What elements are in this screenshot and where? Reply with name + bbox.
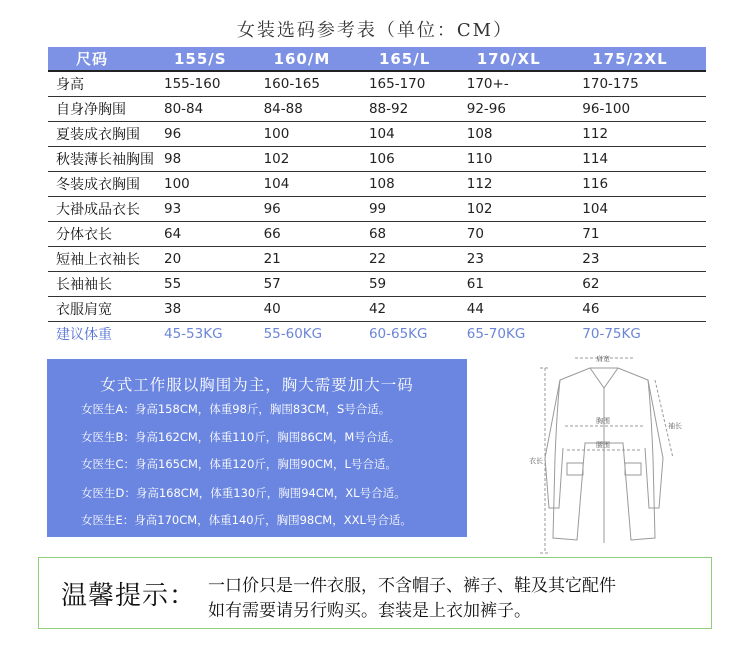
sleeve-label: 袖长	[668, 422, 682, 430]
table-cell: 23	[574, 247, 706, 272]
table-cell: 71	[574, 222, 706, 247]
sleeve-dimension	[655, 380, 673, 458]
table-row	[48, 222, 706, 247]
table-cell: 42	[361, 297, 459, 322]
table-cell: 165-170	[361, 71, 459, 97]
table-cell: 96	[156, 122, 256, 147]
table-cell: 170-175	[574, 71, 706, 97]
header-cell-m: 160/M	[256, 47, 361, 71]
table-cell: 110	[459, 147, 575, 172]
table-cell: 104	[574, 197, 706, 222]
row-label: 衣服肩宽	[48, 297, 156, 322]
table-cell: 112	[574, 122, 706, 147]
table-row	[48, 71, 706, 97]
table-cell: 93	[156, 197, 256, 222]
table-cell: 160-165	[256, 71, 361, 97]
table-row-weight	[48, 322, 706, 347]
table-cell: 108	[361, 172, 459, 197]
table-cell: 57	[256, 272, 361, 297]
row-label: 建议体重	[56, 327, 112, 343]
table-row	[48, 122, 706, 147]
table-row	[48, 197, 706, 222]
table-cell: 108	[459, 122, 575, 147]
table-cell: 112	[459, 172, 575, 197]
table-row	[48, 172, 706, 197]
table-cell: 99	[361, 197, 459, 222]
header-cell-l: 165/L	[361, 47, 459, 71]
row-label: 夏装成衣胸围	[48, 122, 156, 147]
table-cell: 20	[156, 247, 256, 272]
table-cell: 100	[156, 172, 256, 197]
size-advice-box	[47, 359, 467, 537]
table-cell: 116	[574, 172, 706, 197]
table-cell: 104	[256, 172, 361, 197]
table-cell: 102	[256, 147, 361, 172]
table-cell: 66	[256, 222, 361, 247]
table-cell: 62	[574, 272, 706, 297]
table-row	[48, 247, 706, 272]
table-cell: 106	[361, 147, 459, 172]
table-cell: 22	[361, 247, 459, 272]
header-cell-2xl: 175/2XL	[574, 47, 706, 71]
coat-pocket-right	[625, 463, 641, 475]
table-cell: 59	[361, 272, 459, 297]
table-cell: 170+-	[459, 71, 575, 97]
length-label: 衣长	[529, 457, 543, 465]
table-row	[48, 272, 706, 297]
coat-measurement-diagram	[515, 348, 695, 563]
row-label: 身高	[48, 71, 156, 97]
table-cell: 40	[256, 297, 361, 322]
advice-line: 女医生B：身高162CM，体重110斤，胸围86CM，M号合适。	[81, 430, 401, 444]
page-title: 女装选码参考表（单位：CM）	[236, 20, 514, 41]
table-cell: 21	[256, 247, 361, 272]
row-label: 大褂成品衣长	[48, 197, 156, 222]
table-cell: 45-53KG	[164, 326, 223, 342]
row-label: 冬装成衣胸围	[48, 172, 156, 197]
coat-collar	[590, 368, 618, 543]
table-cell: 96-100	[574, 97, 706, 122]
row-label: 秋装薄长袖胸围	[48, 147, 156, 172]
advice-line: 女医生D：身高168CM，体重130斤，胸围94CM，XL号合适。	[81, 486, 406, 500]
tip-box	[38, 557, 712, 629]
table-cell: 23	[459, 247, 575, 272]
table-cell: 92-96	[459, 97, 575, 122]
table-cell: 104	[361, 122, 459, 147]
table-cell: 96	[256, 197, 361, 222]
table-cell: 70-75KG	[582, 326, 641, 342]
waist-label: 腰围	[596, 441, 610, 449]
row-label: 长袖袖长	[48, 272, 156, 297]
tip-label: 温馨提示：	[61, 581, 197, 611]
table-cell: 84-88	[256, 97, 361, 122]
header-cell-s: 155/S	[156, 47, 256, 71]
header-cell-xl: 170/XL	[459, 47, 575, 71]
advice-line: 女医生C：身高165CM，体重120斤，胸围90CM，L号合适。	[81, 457, 397, 471]
table-row	[48, 297, 706, 322]
row-label: 短袖上衣袖长	[48, 247, 156, 272]
table-row	[48, 147, 706, 172]
table-cell: 80-84	[156, 97, 256, 122]
shoulder-label: 肩宽	[596, 355, 610, 363]
table-cell: 98	[156, 147, 256, 172]
table-cell: 100	[256, 122, 361, 147]
table-cell: 102	[459, 197, 575, 222]
table-cell: 155-160	[156, 71, 256, 97]
table-cell: 55-60KG	[263, 326, 323, 342]
table-cell: 68	[361, 222, 459, 247]
chest-label: 胸围	[596, 417, 610, 425]
table-header-row	[48, 47, 706, 71]
table-cell: 44	[459, 297, 575, 322]
header-cell-size: 尺码	[48, 47, 156, 71]
table-cell: 64	[156, 222, 256, 247]
table-cell: 55	[156, 272, 256, 297]
size-chart-table	[48, 47, 706, 346]
table-cell: 60-65KG	[368, 326, 428, 342]
table-cell: 88-92	[361, 97, 459, 122]
table-cell: 61	[459, 272, 575, 297]
table-row	[48, 97, 706, 122]
advice-line: 女医生E：身高170CM，体重140斤，胸围98CM，XXL号合适。	[81, 513, 412, 527]
advice-heading: 女式工作服以胸围为主，胸大需要加大一码	[100, 376, 414, 394]
advice-line: 女医生A：身高158CM，体重98斤，胸围83CM，S号合适。	[81, 402, 391, 416]
row-label: 分体衣长	[48, 222, 156, 247]
tip-text-line1: 一口价只是一件衣服，不含帽子、裤子、鞋及其它配件	[208, 576, 616, 596]
table-cell: 114	[574, 147, 706, 172]
row-label: 自身净胸围	[48, 97, 156, 122]
table-cell: 70	[459, 222, 575, 247]
coat-pocket-left	[567, 463, 583, 475]
table-cell: 38	[156, 297, 256, 322]
table-cell: 65-70KG	[466, 326, 526, 342]
table-cell: 46	[574, 297, 706, 322]
tip-text-line2: 如有需要请另行购买。套装是上衣加裤子。	[208, 601, 531, 621]
